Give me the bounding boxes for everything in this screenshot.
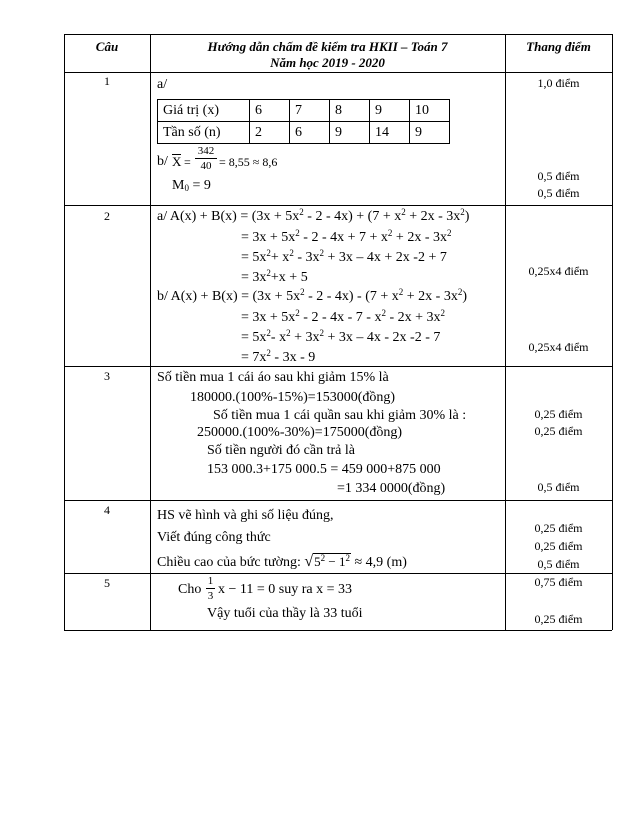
table-cell: 2 (250, 122, 290, 144)
header-guide-title: Hướng dẫn chấm đề kiểm tra HKII – Toán 7 (207, 39, 448, 54)
table-cell: 7 (290, 100, 330, 122)
q2-line-1: a/ $A(x) + B(x) = (3x + 5x^2 - 2 - 4x) + (7 + x^2 + 2x - 3x^2)$ (157, 207, 470, 224)
fraction-bar (195, 158, 217, 159)
table-cell: Giá trị (x) (158, 100, 250, 122)
q2-line-4: = $3x^2+x + 5$ (241, 268, 308, 285)
q4-points-1: 0,25 điểm (534, 521, 583, 535)
q2-line-7: = $5x^2-$ $x^2 + 3x^2 + 3x - 4x - 2x$ -2 - 7 (241, 328, 441, 345)
mode-value: = 9 (192, 178, 211, 193)
q3-points-1: 0,25 điểm (534, 407, 583, 421)
q4-line-3 (157, 553, 407, 571)
question-number-4: 4 (104, 503, 110, 517)
table-cell: 6 (290, 122, 330, 144)
q2-line-3: = $5x^2+ x^2 - 3x^2 + 3x - 4x + 2x$ -2 + 7 (241, 248, 447, 265)
q3-points-3: 0,5 điểm (537, 480, 580, 494)
row-divider-q3 (64, 500, 612, 501)
q5-conclusion: Vậy tuổi của thầy là 33 tuổi (207, 606, 363, 621)
q1-part-a-label: a/ (157, 77, 168, 92)
radicand-exp-a: 2 (320, 553, 326, 563)
table-border-top (64, 34, 612, 35)
table-border-bottom (64, 630, 612, 631)
q4-line-2: Viết đúng công thức (157, 530, 271, 545)
row-divider-q1 (64, 205, 612, 206)
table-border-left (64, 34, 65, 630)
mean-fraction (195, 145, 217, 172)
table-row (158, 122, 450, 144)
header-cau: Câu (95, 39, 119, 54)
mean-symbol: X (172, 154, 182, 169)
q3-line-7: =1 334 0000(đồng) (337, 481, 446, 496)
q3-line-1: Số tiền mua 1 cái áo sau khi giảm 15% là (157, 370, 389, 385)
table-cell: 8 (330, 100, 370, 122)
q1-points-b2: 0,5 điểm (537, 186, 580, 200)
table-cell: 14 (370, 122, 410, 144)
radicand-base-a: 5 (314, 554, 321, 569)
fraction-denominator: 40 (200, 160, 212, 172)
q3-line-3: Số tiền mua 1 cái quần sau khi giảm 30% là : (213, 408, 467, 423)
q3-line-5: Số tiền người đó cần trả là (207, 443, 355, 458)
q2-line-8: = $7x^2 - 3x - 9$ (241, 348, 316, 365)
q5-points-1: 0,75 điểm (534, 575, 583, 589)
q4-line-1: HS vẽ hình và ghi số liệu đúng, (157, 508, 334, 523)
table-row (158, 100, 450, 122)
table-cell: 9 (330, 122, 370, 144)
fraction-numerator: 342 (197, 145, 215, 157)
question-number-2: 2 (104, 209, 110, 223)
mean-result: = 8,55 ≈ 8,6 (219, 155, 278, 169)
q4-points-3: 0,5 điểm (537, 557, 580, 571)
mode-subscript: 0 (184, 183, 189, 193)
mode-line (172, 178, 211, 194)
q2-line-2: = $3x + 5x^2 - 2 - 4x + 7 + x^2 + 2x - 3x^2$ (241, 228, 452, 245)
fraction-bar (206, 588, 215, 589)
equals-sign: = (184, 155, 191, 169)
question-number-5: 5 (104, 576, 110, 590)
table-border-right (612, 34, 613, 630)
frequency-table (157, 99, 450, 144)
q2-points-1: 0,25x4 điểm (528, 264, 589, 278)
fraction-numerator: 1 (207, 575, 214, 587)
q1-part-b-label: b/ (157, 154, 168, 169)
q5-cho: Cho (178, 582, 202, 597)
q3-line-4: 250000.(100%-30%)=175000(đồng) (197, 425, 403, 440)
q5-points-2: 0,25 điểm (534, 612, 583, 626)
q3-line-6: 153 000.3+175 000.5 = 459 000+875 000 (207, 462, 441, 477)
q2-line-6: = $3x + 5x^2 - 2 - 4x - 7 - x^2 - 2x + 3x^2$ (241, 308, 446, 325)
table-cell: 6 (250, 100, 290, 122)
q5-equation: x − 11 = 0 suy ra x = 33 (218, 582, 352, 597)
row-divider-q4 (64, 573, 612, 574)
radicand-minus-b: − 1 (325, 554, 346, 569)
row-divider-q2 (64, 366, 612, 367)
q2-points-2: 0,25x4 điểm (528, 340, 589, 354)
fraction-denominator: 3 (207, 590, 214, 602)
radicand-exp-b: 2 (345, 553, 350, 563)
header-school-year: Năm học 2019 - 2020 (270, 55, 385, 70)
column-divider-1 (150, 34, 151, 630)
header-points: Thang điểm (526, 39, 591, 54)
q3-points-2: 0,25 điểm (534, 424, 583, 438)
q1-points-b1: 0,5 điểm (537, 169, 580, 183)
table-cell: Tần số (n) (158, 122, 250, 144)
mode-symbol: M (172, 178, 185, 193)
q2-line-5: b/ $A(x) + B(x) = (3x + 5x^2 - 2 - 4x) - (7 + x^2 + 2x - 3x^2)$ (157, 287, 468, 304)
question-number-1: 1 (104, 74, 110, 88)
table-cell: 9 (370, 100, 410, 122)
table-cell: 9 (410, 122, 450, 144)
q4-points-2: 0,25 điểm (534, 539, 583, 553)
table-cell: 10 (410, 100, 450, 122)
q5-fraction (206, 575, 215, 602)
sqrt-sign: √ (304, 553, 314, 570)
sqrt-radicand (313, 553, 351, 569)
q1-points-a: 1,0 điểm (537, 76, 580, 90)
q4-height-result: ≈ 4,9 (m) (354, 555, 407, 570)
row-divider-header (64, 72, 612, 73)
q4-height-label: Chiều cao của bức tường: (157, 555, 301, 570)
q3-line-2: 180000.(100%-15%)=153000(đồng) (190, 390, 396, 405)
question-number-3: 3 (104, 369, 110, 383)
